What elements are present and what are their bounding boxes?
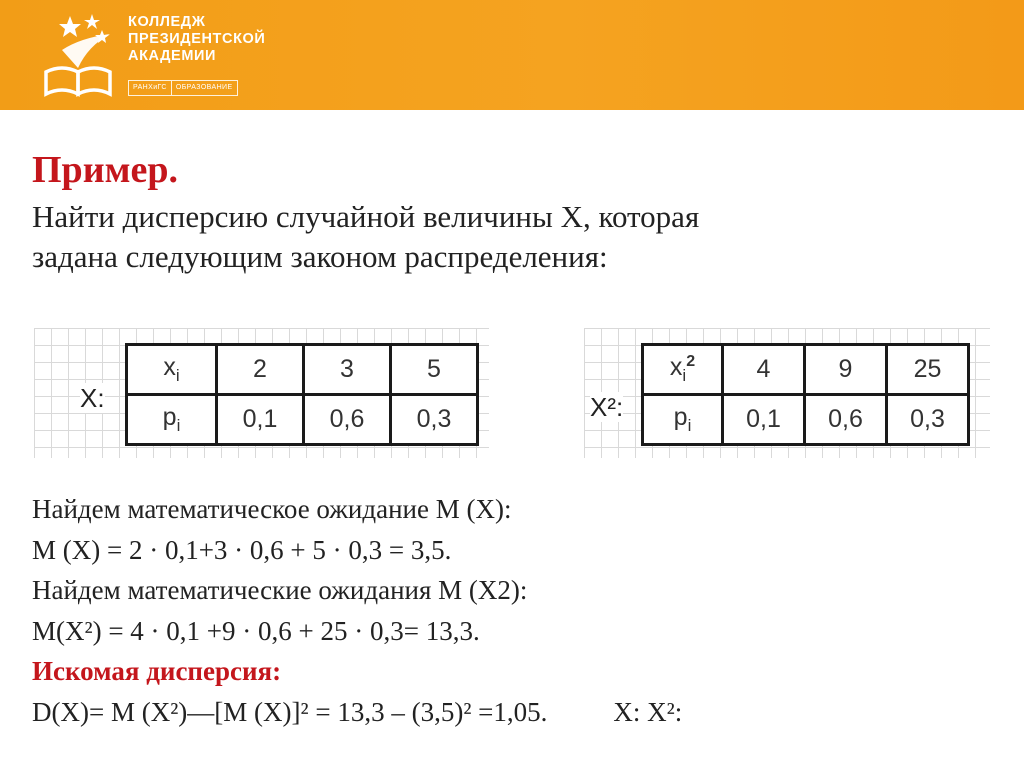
table-cell: 2 [217, 345, 304, 395]
distribution-table-x [125, 343, 479, 446]
table-cell: 0,6 [805, 395, 887, 445]
table-cell: 9 [805, 345, 887, 395]
variance-formula: D(X)= M (X²)—[M (X)]² = 13,3 – (3,5)² =1,05. [32, 696, 548, 727]
org-name: КОЛЛЕДЖ ПРЕЗИДЕНТСКОЙ АКАДЕМИИ [128, 14, 266, 64]
solution-line [32, 692, 1002, 733]
org-subtitle: РАНХиГС ОБРАЗОВАНИЕ [128, 80, 238, 96]
row-header-x2: $x_i^2$ [643, 345, 723, 395]
table-x-label: X: [80, 383, 105, 413]
table-cell: 4 [723, 345, 805, 395]
solution-line: Найдем математические ожидания M (X2): [32, 575, 528, 605]
trailing-labels: X: X²: [613, 696, 683, 727]
table-cell: 0,6 [304, 395, 391, 445]
slide-title: Пример. [32, 149, 178, 191]
result-heading: Искомая дисперсия: [32, 656, 282, 686]
table-row [643, 395, 969, 445]
table-cell: 0,1 [217, 395, 304, 445]
solution-line: Найдем математическое ожидание M (X): [32, 494, 512, 524]
slide-header [0, 0, 1024, 110]
book-stars-icon [40, 10, 120, 100]
table-x2-label: X²: [590, 392, 624, 422]
table-cell: 0,3 [887, 395, 969, 445]
solution-line: M (X) = 2 · 0,1+3 · 0,6 + 5 · 0,3 = 3,5. [32, 534, 452, 565]
table-cell: 5 [391, 345, 478, 395]
distribution-table-x2 [641, 343, 970, 446]
solution-text [32, 489, 1002, 732]
solution-line: M(X²) = 4 · 0,1 +9 · 0,6 + 25 · 0,3= 13,3. [32, 615, 480, 646]
table-cell: 25 [887, 345, 969, 395]
table-cell: 3 [304, 345, 391, 395]
row-header-x: $x_i$ [127, 345, 217, 395]
table-cell: 0,1 [723, 395, 805, 445]
row-header-p2: $p_i$ [643, 395, 723, 445]
table-row [127, 395, 478, 445]
table-row [643, 345, 969, 395]
table-row [127, 345, 478, 395]
row-header-p: $p_i$ [127, 395, 217, 445]
table-cell: 0,3 [391, 395, 478, 445]
problem-statement: Найти дисперсию случайной величины X, которая задана следующим законом распределения: [32, 199, 700, 274]
